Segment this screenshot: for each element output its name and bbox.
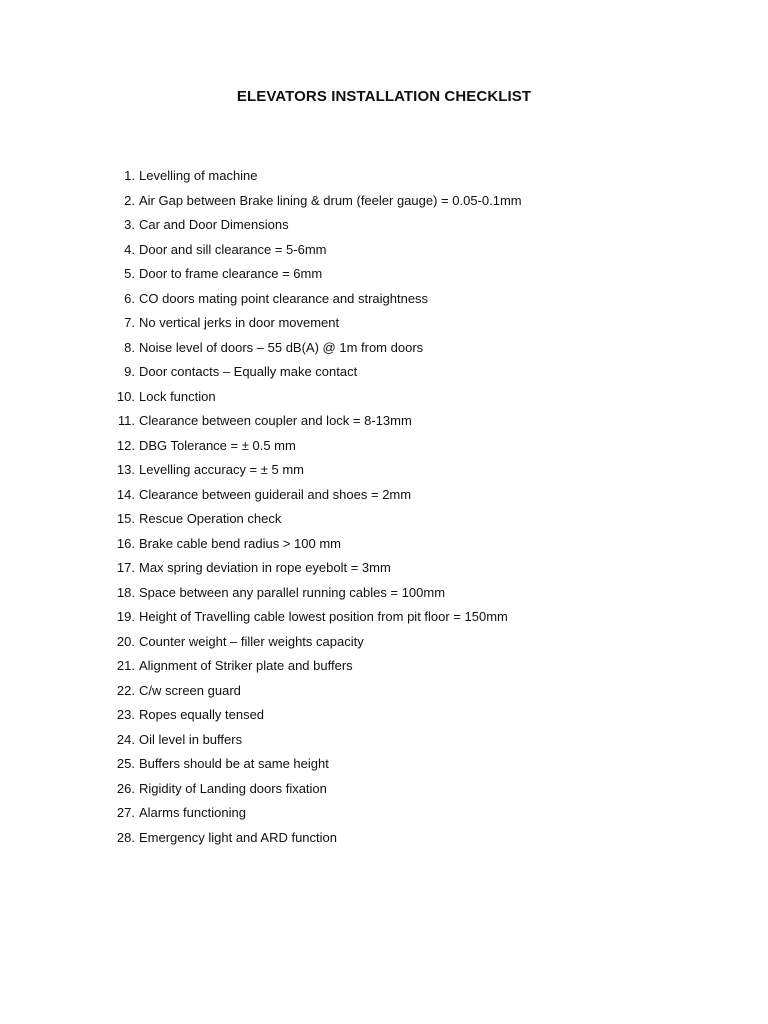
checklist-item [108, 213, 708, 238]
checklist-item-text: Emergency light and ARD function [139, 829, 337, 845]
checklist-item-text: Air Gap between Brake lining & drum (feeler gauge) = 0.05-0.1mm [139, 192, 522, 208]
checklist-item-number: 8. [124, 339, 135, 355]
checklist-item [108, 630, 708, 655]
checklist-item-text: Rigidity of Landing doors fixation [139, 780, 327, 796]
checklist-item [108, 605, 708, 630]
checklist-item [108, 385, 708, 410]
checklist-item-number: 5. [124, 266, 135, 281]
checklist-item-number: 28. [116, 829, 135, 845]
checklist [108, 164, 708, 850]
checklist-item [108, 360, 708, 385]
checklist-item-number: 11. [117, 413, 135, 428]
checklist-item-number: 19. [116, 609, 135, 624]
checklist-item [108, 777, 708, 802]
checklist-item [108, 532, 708, 557]
checklist-item-text: Levelling of machine [139, 168, 258, 183]
checklist-item [108, 434, 708, 459]
checklist-item-text: Buffers should be at same height [139, 756, 329, 771]
checklist-item-text: CO doors mating point clearance and straightness [139, 290, 429, 306]
checklist-item-number: 12. [116, 437, 135, 453]
checklist-item [108, 287, 708, 312]
checklist-item-number: 23. [116, 707, 135, 722]
checklist-item-text: Ropes equally tensed [139, 707, 265, 722]
page-title: ELEVATORS INSTALLATION CHECKLIST [236, 88, 532, 105]
checklist-item-text: Brake cable bend radius > 100 mm [139, 535, 341, 551]
checklist-item-number: 17. [116, 560, 135, 575]
checklist-item-text: Door and sill clearance = 5-6mm [139, 241, 327, 257]
checklist-item [108, 483, 708, 508]
checklist-item-text: Levelling accuracy = ± 5 mm [139, 462, 305, 477]
checklist-item-text: Counter weight – filler weights capacity [139, 633, 364, 649]
checklist-item-number: 2. [124, 192, 135, 208]
checklist-item-number: 6. [124, 290, 135, 306]
checklist-item-number: 9. [124, 364, 135, 379]
checklist-item [108, 728, 708, 753]
checklist-item [108, 679, 708, 704]
checklist-item [108, 458, 708, 483]
checklist-item [108, 801, 708, 826]
checklist-item-text: Car and Door Dimensions [139, 217, 289, 232]
checklist-item [108, 409, 708, 434]
checklist-item-text: Alignment of Striker plate and buffers [139, 658, 353, 673]
checklist-item-number: 15. [116, 511, 135, 526]
checklist-item-number: 3. [124, 217, 135, 232]
checklist-item [108, 164, 708, 189]
checklist-item-number: 25. [116, 756, 135, 771]
checklist-item [108, 507, 708, 532]
checklist-item-text: Height of Travelling cable lowest position from pit floor = 150mm [139, 609, 508, 624]
checklist-item-number: 27. [116, 805, 135, 820]
checklist-item-number: 1. [124, 168, 135, 183]
checklist-item-text: Noise level of doors – 55 dB(A) @ 1m from doors [139, 339, 424, 355]
checklist-item-text: No vertical jerks in door movement [139, 315, 340, 330]
checklist-item [108, 262, 708, 287]
checklist-item-text: Door contacts – Equally make contact [139, 364, 358, 379]
checklist-item-text: Clearance between coupler and lock = 8-13mm [139, 413, 412, 428]
checklist-item-text: Space between any parallel running cables = 100mm [139, 584, 446, 600]
checklist-item [108, 189, 708, 214]
checklist-item [108, 336, 708, 361]
checklist-item-number: 10. [116, 388, 135, 404]
checklist-item-text: Oil level in buffers [139, 731, 243, 747]
checklist-item-number: 20. [116, 633, 135, 649]
checklist-item [108, 654, 708, 679]
checklist-item-text: Alarms functioning [139, 805, 246, 820]
checklist-item-text: Door to frame clearance = 6mm [139, 266, 323, 281]
checklist-item-number: 14. [116, 486, 135, 502]
checklist-item-text: C/w screen guard [139, 682, 241, 698]
checklist-item-number: 26. [116, 780, 135, 796]
checklist-item [108, 556, 708, 581]
checklist-item-text: Max spring deviation in rope eyebolt = 3mm [139, 560, 391, 575]
checklist-item-text: Rescue Operation check [139, 511, 282, 526]
checklist-item-number: 18. [116, 584, 135, 600]
checklist-item-number: 13. [116, 462, 135, 477]
checklist-item-number: 7. [124, 315, 135, 330]
checklist-item [108, 311, 708, 336]
checklist-item-text: DBG Tolerance = ± 0.5 mm [139, 437, 296, 453]
checklist-item-number: 16. [116, 535, 135, 551]
checklist-item [108, 703, 708, 728]
checklist-item [108, 752, 708, 777]
checklist-item [108, 826, 708, 851]
checklist-item [108, 238, 708, 263]
checklist-item-number: 22. [116, 682, 135, 698]
checklist-item-number: 4. [124, 241, 135, 257]
checklist-item-text: Lock function [139, 388, 216, 404]
checklist-item-text: Clearance between guiderail and shoes = 2mm [139, 486, 412, 502]
checklist-item [108, 581, 708, 606]
checklist-item-number: 24. [116, 731, 135, 747]
checklist-item-number: 21. [116, 658, 135, 673]
